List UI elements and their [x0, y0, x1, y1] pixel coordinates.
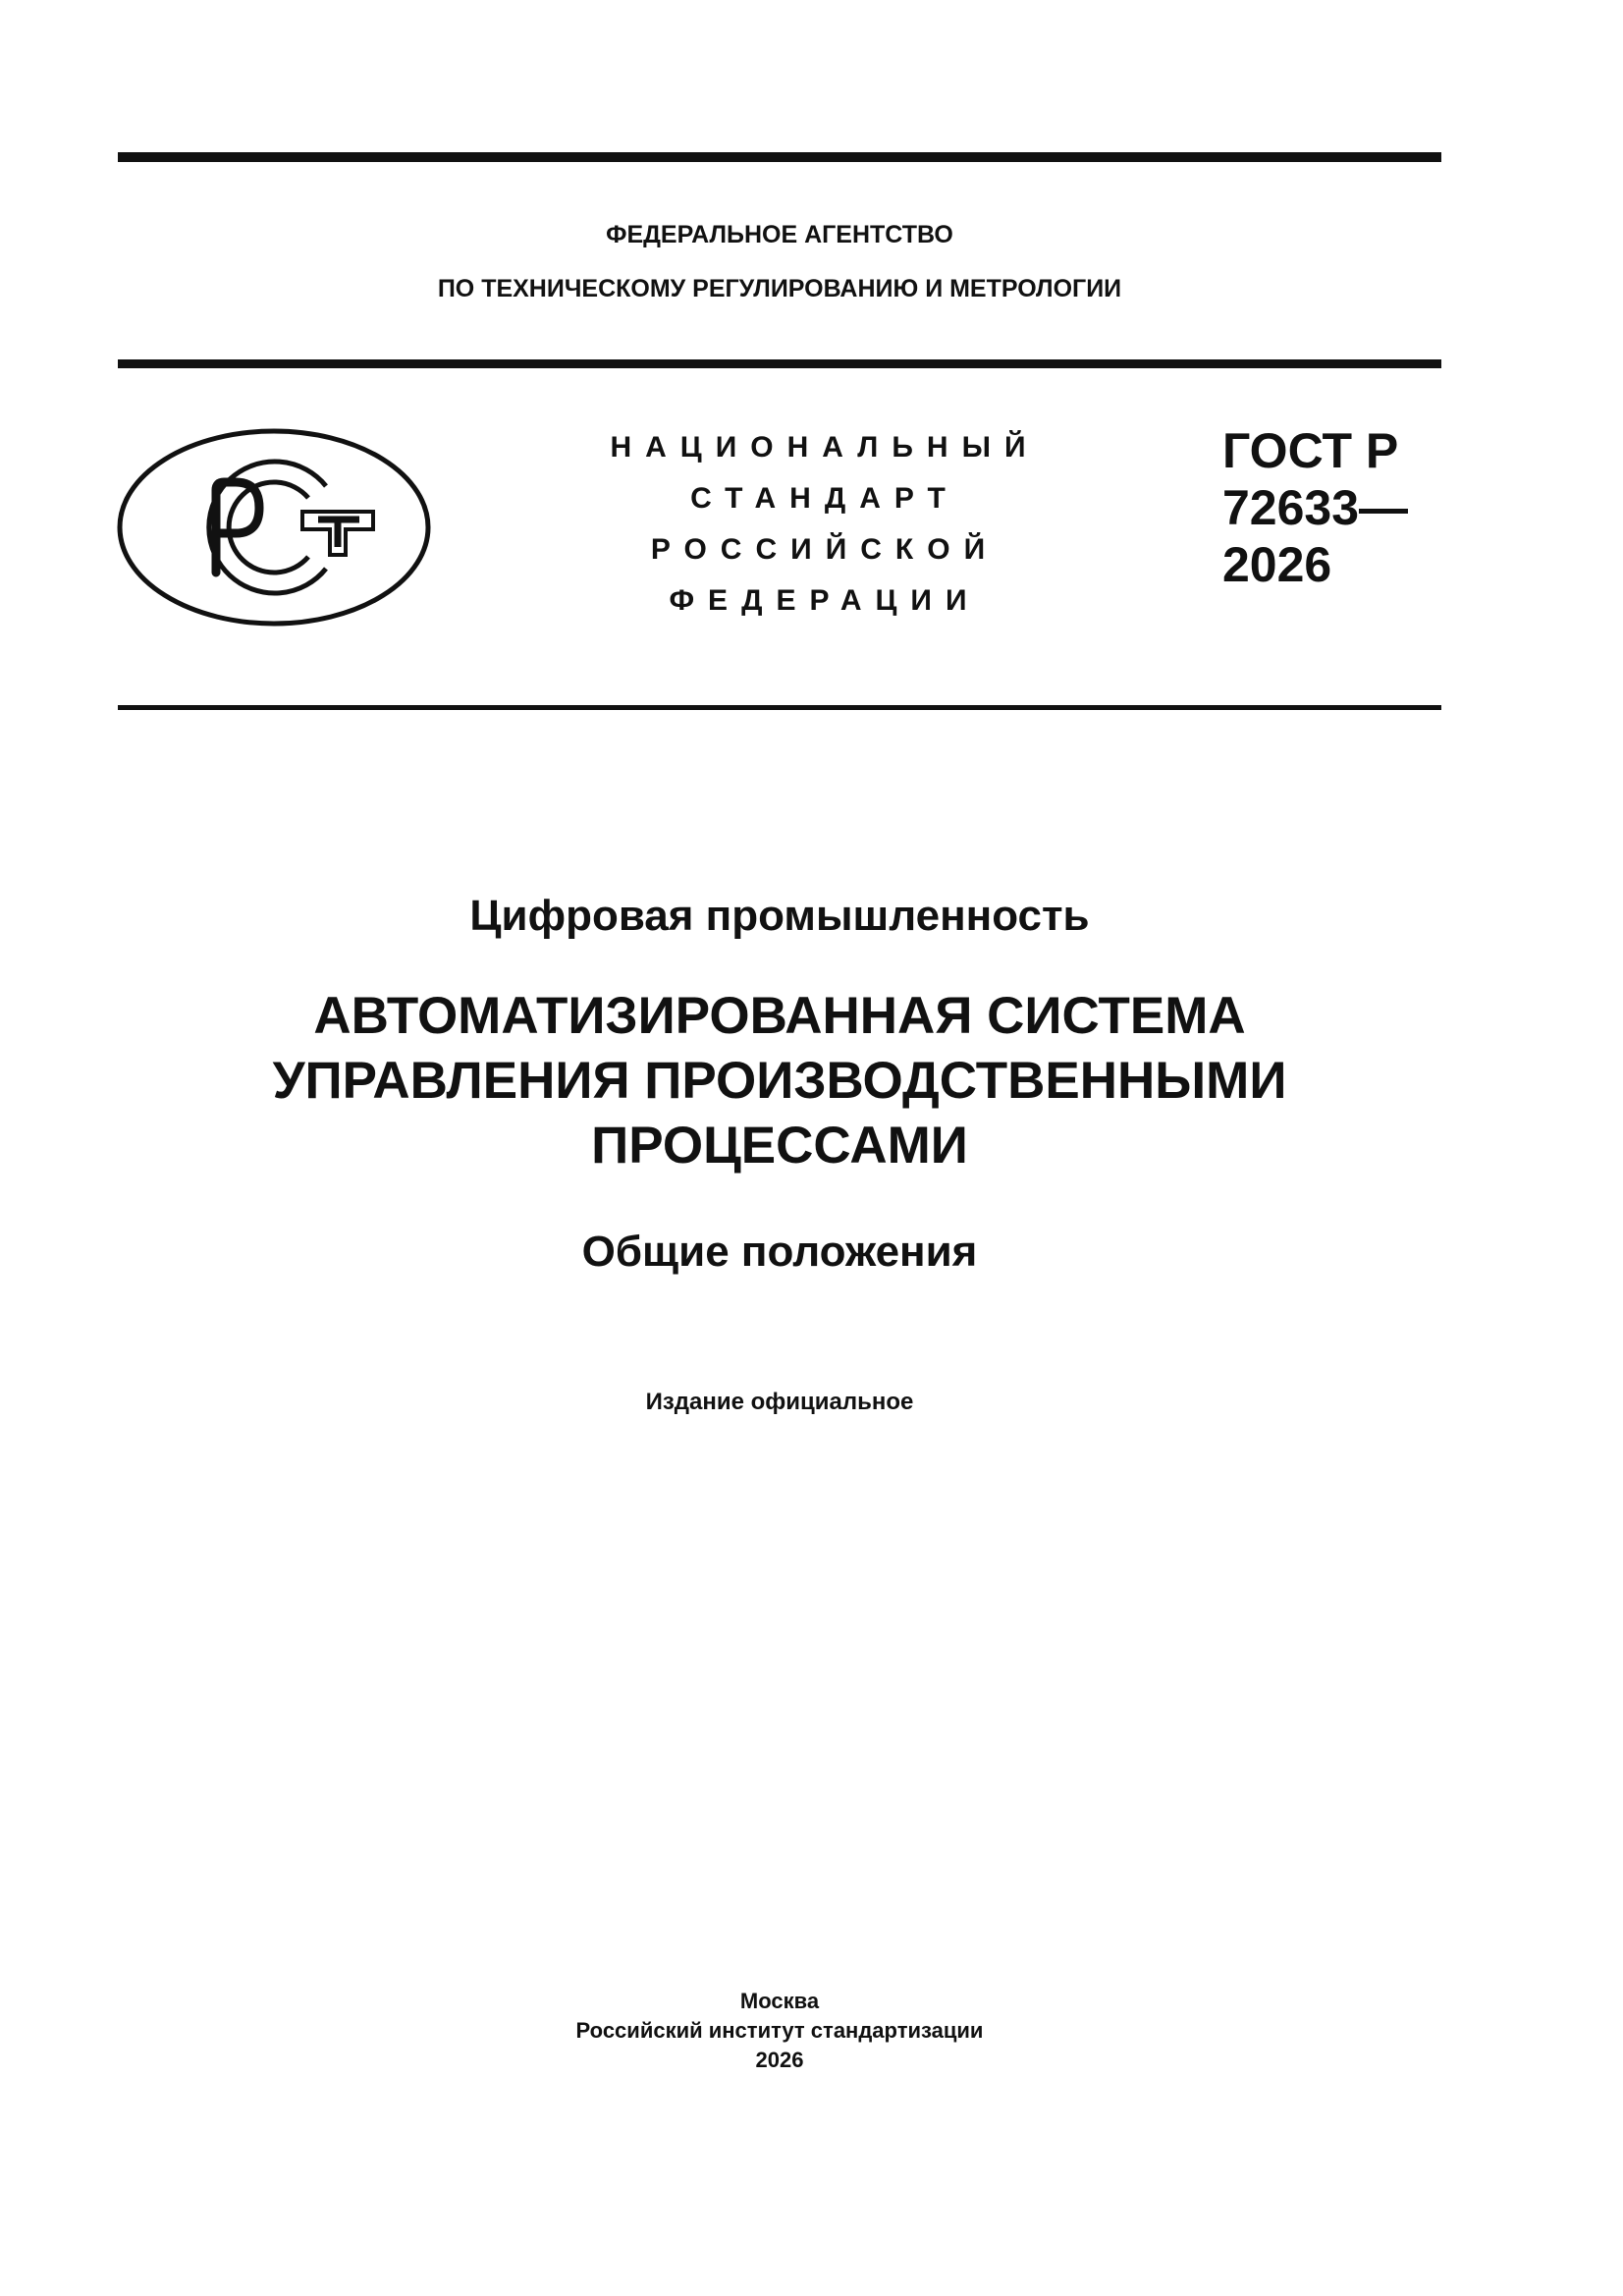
imprint — [118, 1987, 1441, 2075]
category-title: Цифровая промышленность — [469, 892, 1090, 940]
subtitle: Общие положения — [581, 1228, 978, 1276]
main-title-line-2: УПРАВЛЕНИЯ ПРОИЗВОДСТВЕННЫМИ — [272, 1052, 1287, 1110]
main-title-line-1: АВТОМАТИЗИРОВАННАЯ СИСТЕМА — [313, 987, 1246, 1045]
imprint-year: 2026 — [755, 2048, 804, 2072]
separator-rule — [118, 705, 1441, 710]
main-title-line-3: ПРОЦЕССАМИ — [591, 1117, 968, 1175]
agency-line-1: ФЕДЕРАЛЬНОЕ АГЕНТСТВО — [606, 221, 953, 248]
agency-line-2: ПО ТЕХНИЧЕСКОМУ РЕГУЛИРОВАНИЮ И МЕТРОЛОГИИ — [437, 275, 1122, 302]
imprint-publisher: Российский институт стандартизации — [575, 2018, 984, 2043]
designation-line-3: 2026 — [1222, 537, 1332, 592]
standard-type-line-3: РОССИЙСКОЙ — [650, 533, 1000, 566]
rst-logo-icon — [116, 427, 432, 629]
designation-line-1: ГОСТ Р — [1222, 423, 1399, 478]
standard-type-line-2: СТАНДАРТ — [690, 482, 959, 515]
main-title — [118, 984, 1441, 1178]
edition-note: Издание официальное — [645, 1389, 914, 1415]
top-rule — [118, 152, 1441, 162]
designation-line-2: 72633— — [1222, 480, 1409, 535]
agency-header — [118, 208, 1441, 316]
standard-type — [589, 422, 1060, 627]
standard-designation — [1222, 422, 1458, 593]
header-rule — [118, 359, 1441, 368]
imprint-city: Москва — [739, 1989, 820, 2013]
standard-type-line-1: НАЦИОНАЛЬНЫЙ — [610, 431, 1040, 464]
standard-type-line-4: ФЕДЕРАЦИИ — [669, 584, 981, 617]
